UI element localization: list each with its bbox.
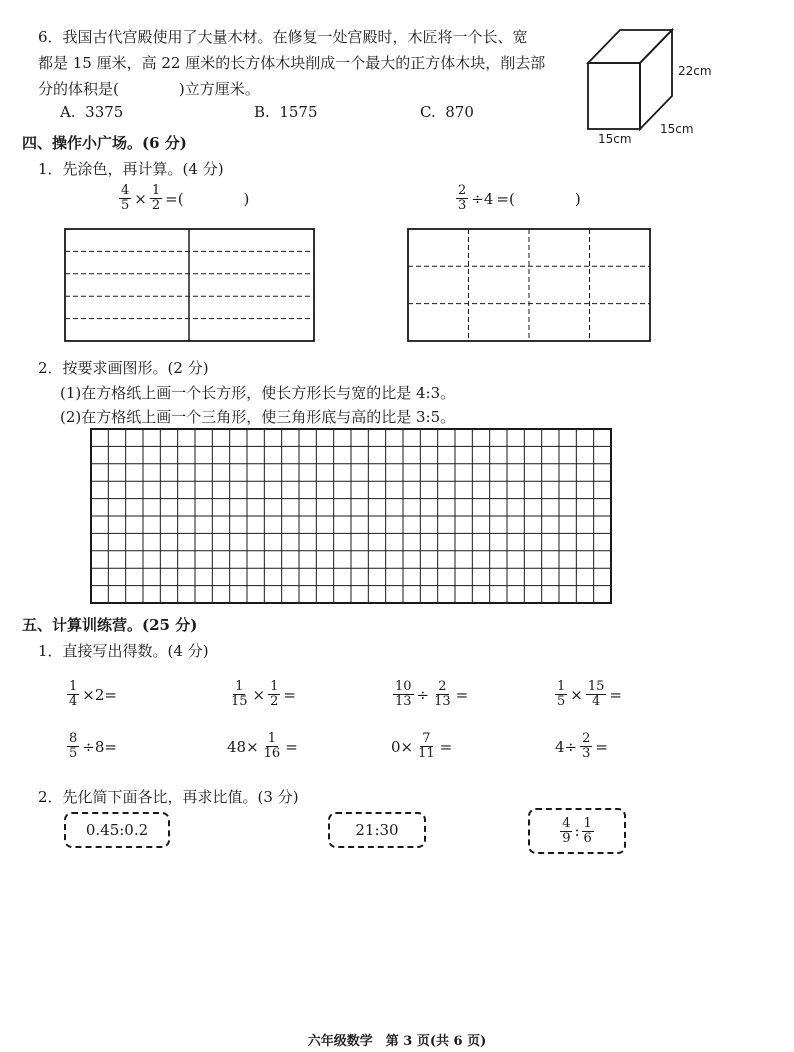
- fraction: $\frac{2}{13}$: [434, 679, 451, 709]
- calc-6: 48× $\frac{1}{16}$ =: [227, 731, 298, 761]
- section4-item2-line2: (2)在方格纸上画一个三角形，使三角形底与高的比是 3:5。: [60, 408, 456, 426]
- fraction: $\frac{1}{6}$: [583, 815, 592, 846]
- q6-option-b: B. 1575: [254, 103, 318, 121]
- section5-item2-title: 2．先化简下面各比，再求比值。(3 分): [38, 788, 299, 806]
- fraction: $\frac{4}{5}$: [121, 183, 130, 213]
- section4-item2-title: 2．按要求画图形。(2 分): [38, 359, 209, 377]
- section4-item2-line1: (1)在方格纸上画一个长方形，使长方形长与宽的比是 4:3。: [60, 384, 456, 402]
- cuboid-length-label: 15cm: [598, 132, 632, 146]
- expr-left: $\frac{4}{5}$ × $\frac{1}{2}$ =( ): [121, 183, 250, 213]
- calc-4: $\frac{1}{5}$ × $\frac{15}{4}$ =: [557, 679, 622, 709]
- section5-title: 五、计算训练营。(25 分): [22, 616, 198, 634]
- expr-right: $\frac{2}{3}$ ÷4 =( ): [458, 183, 581, 213]
- ratio-box-3: $\frac{4}{9}$ : $\frac{1}{6}$: [528, 808, 626, 854]
- q6-line2: 都是 15 厘米，高 22 厘米的长方体木块削成一个最大的正方体木块，削去部: [38, 54, 546, 72]
- q6-option-c: C. 870: [420, 103, 474, 121]
- page-footer: 六年级数学 第 3 页(共 6 页): [307, 1034, 487, 1049]
- fraction: $\frac{7}{11}$: [418, 731, 435, 761]
- calc-2: $\frac{1}{15}$ × $\frac{1}{2}$ =: [231, 679, 296, 709]
- fraction: $\frac{8}{5}$: [69, 731, 78, 761]
- cuboid-width-label: 15cm: [660, 122, 694, 136]
- fraction: $\frac{1}{5}$: [557, 679, 566, 709]
- section4-item1-title: 1．先涂色，再计算。(4 分): [38, 160, 224, 178]
- cuboid-height-label: 22cm: [678, 64, 712, 78]
- grid-paper[interactable]: [90, 428, 614, 606]
- calc-3: $\frac{10}{13}$ ÷ $\frac{2}{13}$ =: [395, 679, 469, 709]
- shading-rect-left[interactable]: [64, 228, 316, 343]
- fraction: $\frac{1}{2}$: [151, 183, 161, 213]
- section4-title: 四、操作小广场。(6 分): [22, 134, 187, 152]
- ratio-box-2: 21:30: [328, 812, 426, 848]
- fraction: $\frac{10}{13}$: [395, 679, 412, 709]
- fraction: $\frac{4}{9}$: [562, 815, 571, 846]
- q6-line3: 分的体积是( )立方厘米。: [38, 80, 260, 98]
- shading-rect-right[interactable]: [407, 228, 652, 343]
- calc-1: $\frac{1}{4}$ ×2=: [69, 679, 117, 709]
- q6-line1: 6．我国古代宫殿使用了大量木材。在修复一处宫殿时，木匠将一个长、宽: [38, 28, 528, 46]
- calc-7: 0× $\frac{7}{11}$ =: [391, 731, 453, 761]
- ratio-box-1: 0.45:0.2: [64, 812, 170, 848]
- fraction: $\frac{1}{15}$: [231, 679, 248, 709]
- fraction: $\frac{15}{4}$: [587, 679, 605, 709]
- fraction: $\frac{1}{16}$: [263, 731, 281, 761]
- fraction: $\frac{2}{3}$: [458, 183, 467, 213]
- calc-8: 4÷ $\frac{2}{3}$ =: [555, 731, 608, 761]
- cuboid-figure: [580, 18, 700, 138]
- fraction: $\frac{1}{2}$: [270, 679, 279, 709]
- q6-option-a: A. 3375: [60, 103, 124, 121]
- fraction: $\frac{2}{3}$: [582, 731, 591, 761]
- calc-5: $\frac{8}{5}$ ÷8=: [69, 731, 117, 761]
- fraction: $\frac{1}{4}$: [69, 679, 78, 709]
- section5-item1-title: 1．直接写出得数。(4 分): [38, 642, 209, 660]
